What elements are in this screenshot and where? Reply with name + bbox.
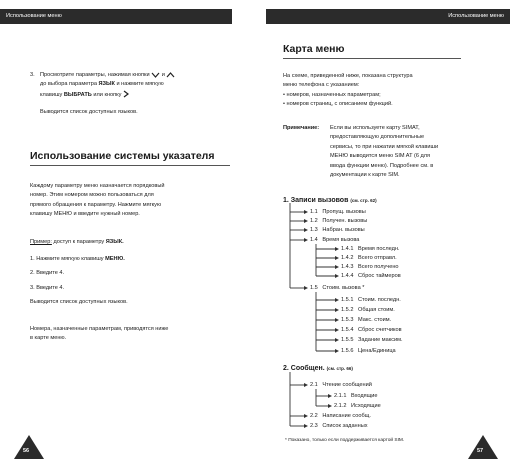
arrow-head [304, 238, 308, 242]
paragraph-line: в карте меню. [30, 335, 67, 342]
note-line: сервисы, то при нажатии мягкой клавиши [330, 143, 439, 150]
menu-subitem-1-5-2: 1.5.2 Общая стоим. [341, 306, 395, 313]
menu-item-2-3: 2.3 Список заданных [310, 422, 368, 429]
paragraph-line: прямого обращения к параметру. Нажмите мягкую [30, 201, 162, 208]
step-result: Выводится список доступных языков. [40, 109, 138, 116]
arrow-head [335, 318, 339, 322]
step-text: клавишу [40, 91, 63, 98]
softkey-name: ВЫБРАТЬ [63, 91, 92, 98]
step-text: и нажмите мягкую [116, 81, 164, 88]
bullet-item: • номеров страниц, с описанием функций. [283, 101, 393, 108]
arrow-head [304, 286, 308, 290]
paragraph-line: На схеме, приведенной ниже, показана структура [283, 73, 413, 79]
menu-item-1-2: 1.2 Получен. вызовы [310, 217, 368, 224]
step-text: и [161, 72, 165, 78]
arrow-head [304, 414, 308, 418]
left-header: Использование меню [0, 9, 232, 24]
page-number: 56 [23, 448, 30, 454]
arrow-head [304, 424, 308, 428]
paragraph-line: Номера, назначенные параметрам, приводятся ниже [30, 326, 169, 332]
paragraph-line: меню телефона с указанием: [283, 82, 360, 89]
menu-subitem-1-5-4: 1.5.4 Сброс счетчиков [341, 326, 402, 333]
note-label: Примечание: [283, 125, 320, 131]
note-line: документации к карте SIM. [330, 172, 400, 179]
right-header: Использование меню [266, 9, 510, 24]
menu-subitem-1-5-6: 1.5.6 Цена/Единица [341, 347, 396, 354]
note-line: предоставляющую дополнительные [330, 134, 425, 141]
list-item: 2. Введите 4. [30, 270, 65, 277]
example-label: Пример: [30, 239, 52, 245]
menu-item-1-3: 1.3 Набран. вызовы [310, 226, 365, 233]
section-title: Использование системы указателя [30, 150, 230, 166]
menu-subitem-1-4-3: 1.4.3 Всего получено [341, 263, 399, 270]
menu-subitem-1-4-1: 1.4.1 Время последн. [341, 245, 400, 252]
footnote: * Показано, только если поддерживается картой SIM. [285, 438, 405, 443]
step-text: или кнопку [93, 91, 122, 98]
menu-subitem-2-1-1: 2.1.1 Входящие [334, 392, 378, 399]
section-title: Карта меню [283, 43, 461, 59]
bullet-item: • номеров, назначенных параметрам; [283, 91, 381, 98]
paragraph-line: Каждому параметру меню назначается порядковый [30, 183, 165, 189]
arrow-head [335, 256, 339, 260]
menu-item-1-4: 1.4 Время вызова [310, 236, 360, 243]
menu-subitem-2-1-2: 2.1.2 Исходящие [334, 402, 381, 409]
step-text: до выбора параметра [40, 81, 97, 88]
menu-item-1-5: 1.5 Стоим. вызова * [310, 284, 365, 291]
arrow-head [335, 328, 339, 332]
note-line: ввода функции меню). Подробнее см. в [330, 162, 434, 169]
option-name: ЯЗЫК [98, 81, 115, 88]
note-line: Если вы используете карту SIMAT, [330, 125, 420, 131]
list-item: 3. Введите 4. [30, 284, 65, 291]
step-text: Просмотрите параметры, нажимая кнопки [40, 72, 150, 78]
menu-item-1-1: 1.1 Пропущ. вызовы [310, 208, 366, 215]
arrow-head [335, 265, 339, 269]
arrow-head [335, 349, 339, 353]
arrow-head [335, 308, 339, 312]
list-item: 1. Нажмите мягкую клавишу МЕНЮ. [30, 256, 125, 262]
arrow-head [304, 228, 308, 232]
menu-item-2-2: 2.2 Написание сообщ. [310, 412, 371, 419]
step-result: Выводится список доступных языков. [30, 299, 128, 306]
arrow-head [335, 247, 339, 251]
arrow-head [304, 210, 308, 214]
paragraph-line: клавишу МЕНЮ и введите нужный номер. [30, 211, 140, 218]
arrow-head [328, 404, 332, 408]
arrow-head [304, 383, 308, 387]
example-text: доступ к параметру [53, 239, 105, 245]
page-marker-right [468, 435, 498, 459]
menu-heading: 2. Сообщен. (см. стр. 66) [283, 365, 353, 372]
menu-item-2-1: 2.1 Чтение сообщений [310, 381, 372, 388]
arrow-head [304, 219, 308, 223]
page-number: 57 [477, 448, 484, 454]
note-line: МЕНЮ выводится меню SIM AT (6 для [330, 153, 431, 160]
paragraph-line: номер. Этим номером можно пользоваться для [30, 192, 154, 199]
menu-subitem-1-4-2: 1.4.2 Всего отправл. [341, 254, 397, 261]
menu-heading: 1. Записи вызовов (см. стр. 62) [283, 197, 377, 204]
menu-subitem-1-4-4: 1.4.4 Сброс таймеров [341, 272, 401, 279]
step-number: 3. [30, 72, 35, 78]
example-option: ЯЗЫК. [105, 239, 124, 245]
arrow-head [335, 338, 339, 342]
arrow-head [335, 298, 339, 302]
arrow-head [328, 394, 332, 398]
menu-subitem-1-5-1: 1.5.1 Стоим. последн. [341, 296, 401, 303]
arrow-head [335, 274, 339, 278]
menu-subitem-1-5-3: 1.5.3 Макс. стоим. [341, 316, 392, 323]
menu-subitem-1-5-5: 1.5.5 Задание максим. [341, 336, 403, 343]
